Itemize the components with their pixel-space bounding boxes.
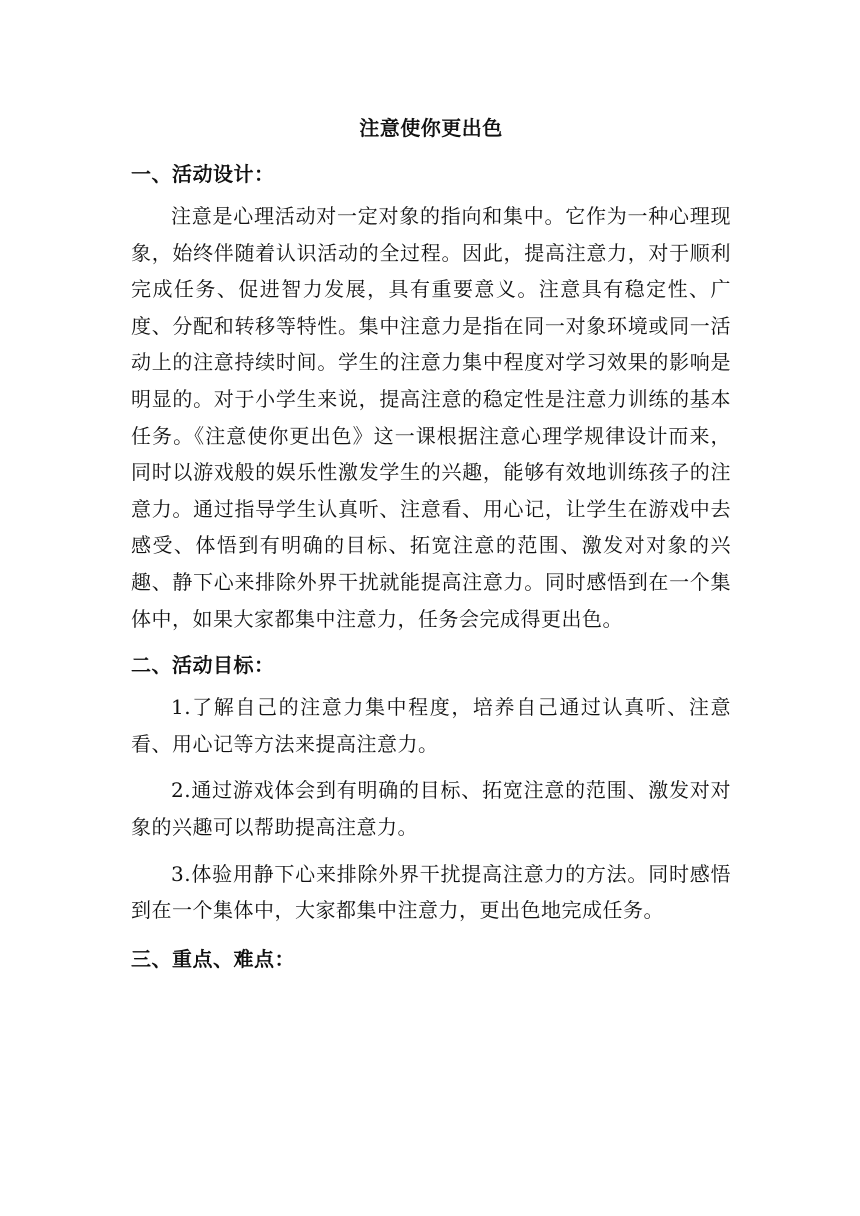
section-heading-activity-goals: 二、活动目标： (131, 653, 275, 678)
activity-design-paragraph: 注意是心理活动对一定对象的指向和集中。它作为一种心理现象，始终伴随着认识活动的全过程。因此，提高注意力，对于顺利完成任务、促进智力发展，具有重要意义。注意具有稳定性、广度、分配和转移等特性。集中注意力是指在同一对象环境或同一活动上的注意持续时间。学生的注意力集中程度对学习效果的影响是明显的。对于小学生来说，提高注意的稳定性是注意力训练的基本任务。《注意使你更出色》这一课根据注意心理学规律设计而来，同时以游戏般的娱乐性激发学生的兴趣，能够有效地训练孩子的注意力。通过指导学生认真听、注意看、用心记，让学生在游戏中去感受、体悟到有明确的目标、拓宽注意的范围、激发对对象的兴趣、静下心来排除外界干扰就能提高注意力。同时感悟到在一个集体中，如果大家都集中注意力，任务会完成得更出色。 (131, 204, 731, 631)
goal-item-2: 2.通过游戏体会到有明确的目标、拓宽注意的范围、激发对对象的兴趣可以帮助提高注意力。 (131, 778, 731, 839)
document-content (131, 112, 731, 983)
goal-item-3: 3.体验用静下心来排除外界干扰提高注意力的方法。同时感悟到在一个集体中，大家都集中注意力，更出色地完成任务。 (131, 861, 731, 923)
section-heading-key-points: 三、重点、难点： (131, 946, 295, 971)
section-heading-activity-design: 一、活动设计： (131, 162, 275, 186)
document-title: 注意使你更出色 (359, 116, 503, 140)
goal-item-1: 1.了解自己的注意力集中程度，培养自己通过认真听、注意看、用心记等方法来提高注意力。 (131, 695, 731, 756)
